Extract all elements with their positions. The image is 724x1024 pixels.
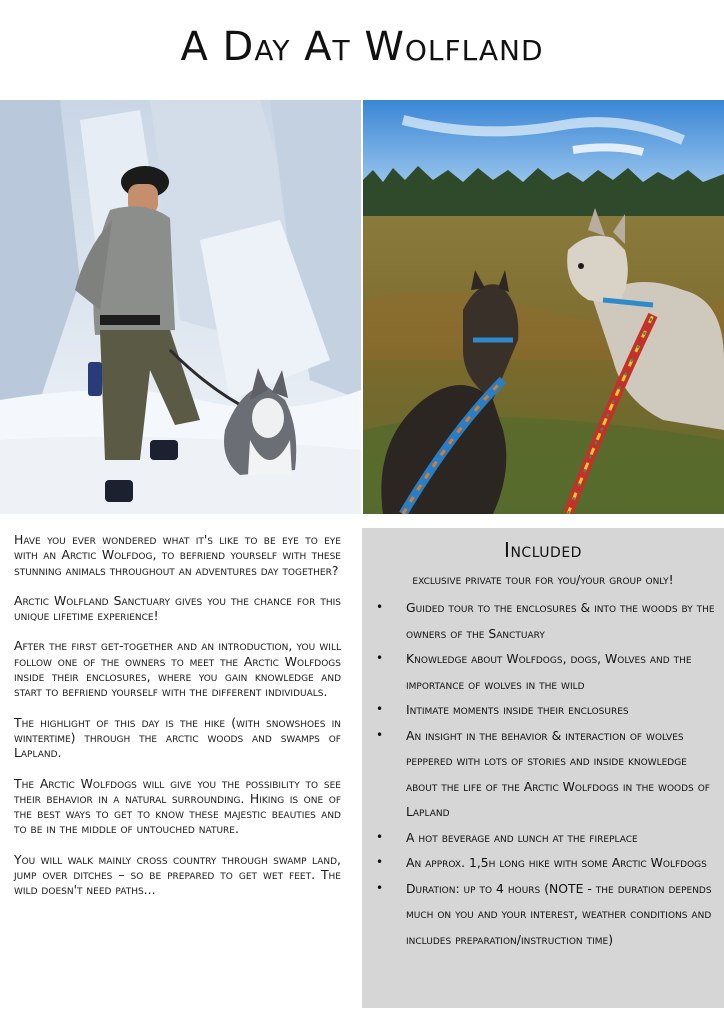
list-item (376, 595, 718, 646)
included-list (362, 595, 724, 952)
list-item-text: An approx. 1,5h long hike with some Arctic Wolfdogs (406, 855, 707, 870)
bullet-icon: • (376, 880, 384, 895)
bullet-icon: • (376, 829, 384, 844)
list-item (376, 723, 718, 825)
photo-swamp-wolfdogs (363, 100, 724, 514)
story-paragraph-enclosures: After the first get-together and an introduction, you will follow one of the owners to meet the Arctic Wolfdogs inside their enclosures, where you gain knowledge and start to befriend yourself with the different individuals. (14, 638, 341, 700)
bullet-icon: • (376, 702, 384, 716)
bullet-icon: • (376, 727, 384, 742)
page-title: A Day At Wolfland (180, 24, 544, 70)
bullet-icon: • (376, 600, 384, 614)
list-item-text: Knowledge about Wolfdogs, dogs, Wolves and the importance of wolves in the wild (406, 651, 692, 692)
list-item (376, 825, 718, 851)
list-item (376, 876, 718, 953)
story-paragraph-behavior: The Arctic Wolfdogs will give you the possibility to see their behavior in a natural surrounding. Hiking is one of the best ways to get to know these majestic beauties and to be in the middle of untouched nature. (14, 775, 341, 837)
list-item (376, 646, 718, 697)
list-item-text: A hot beverage and lunch at the fireplace (406, 829, 638, 845)
photo-snow-hike (0, 100, 361, 514)
list-item (376, 850, 718, 876)
list-item-text: An insight in the behavior & interaction of wolves peppered with lots of stories and inside knowledge about the life of the Arctic Wolfdogs in the woods of Lapland (406, 727, 710, 819)
included-panel (362, 528, 724, 1008)
story-text (14, 532, 341, 913)
bullet-icon: • (376, 651, 384, 665)
story-paragraph-highlight: The highlight of this day is the hike (with snowshoes in wintertime) through the arctic woods and swamps of Lapland. (14, 714, 341, 761)
story-paragraph-terrain: You will walk mainly cross country through swamp land, jump over ditches – so be prepared to get wet feet. The wild doesn't need paths... (14, 851, 341, 898)
bullet-icon: • (376, 855, 384, 869)
list-item-text: Guided tour to the enclosures & into the woods by the owners of the Sanctuary (406, 600, 715, 641)
story-paragraph-intro: Have you ever wondered what it's like to be eye to eye with an Arctic Wolfdog, to befriend yourself with these stunning animals throughout an adventures day together? (14, 532, 341, 578)
story-paragraph-sanctuary: Arctic Wolfland Sanctuary gives you the chance for this unique lifetime experience! (14, 592, 341, 624)
list-item-text: Duration: up to 4 hours (NOTE - the duration depends much on you and your interest, weather conditions and includes preparation/instruction time) (406, 880, 712, 947)
included-title: Included (504, 538, 582, 562)
included-subtitle: exclusive private tour for you/your group only! (412, 572, 674, 587)
list-item (376, 697, 718, 723)
list-item-text: Intimate moments inside their enclosures (406, 702, 629, 717)
